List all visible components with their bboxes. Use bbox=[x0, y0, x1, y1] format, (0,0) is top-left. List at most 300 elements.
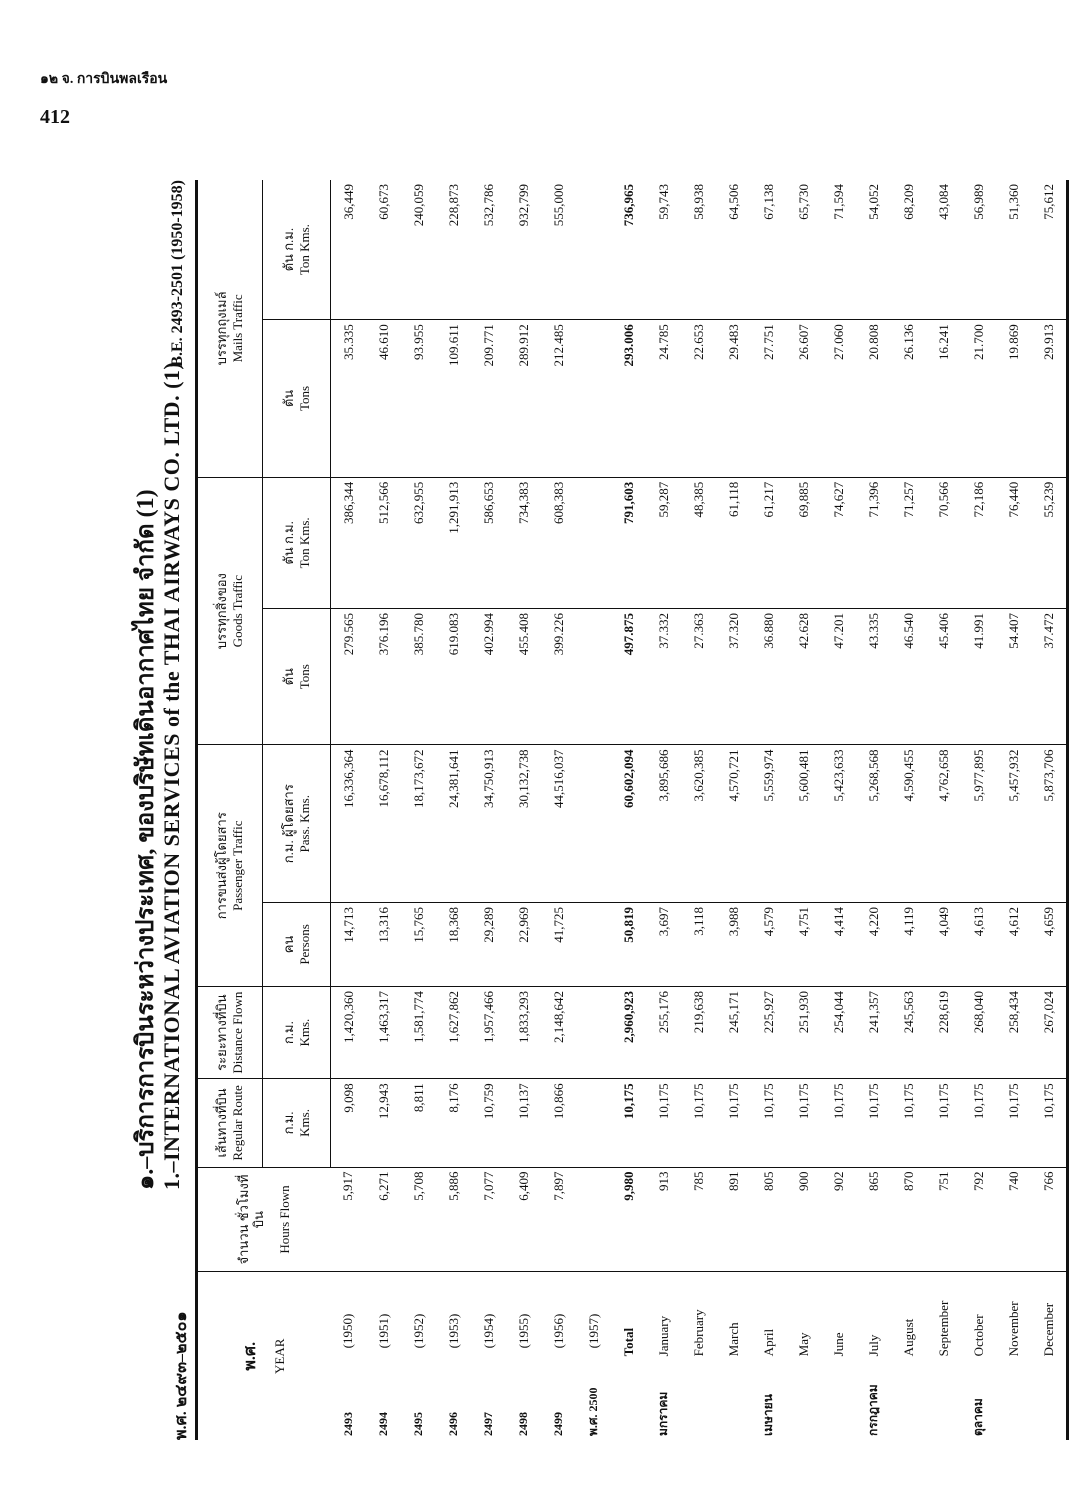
mail-ton-kms-cell: 65,730 bbox=[786, 180, 821, 320]
goods-tons-cell: 37.320 bbox=[716, 608, 751, 744]
persons-cell: 4,579 bbox=[751, 902, 786, 986]
mail-ton-kms-cell: 532,786 bbox=[471, 180, 506, 320]
route-cell: 10,175 bbox=[786, 1079, 821, 1167]
route-cell: 10,175 bbox=[681, 1079, 716, 1167]
persons-cell: 3,988 bbox=[716, 902, 751, 986]
table-row bbox=[611, 180, 646, 1440]
row-thai-label bbox=[681, 1362, 716, 1440]
hours-cell: 902 bbox=[821, 1167, 856, 1272]
hours-cell: 900 bbox=[786, 1167, 821, 1272]
table-row bbox=[961, 180, 996, 1440]
pass-kms-cell: 5,600,481 bbox=[786, 745, 821, 902]
pass-kms-cell: 3,620,385 bbox=[681, 745, 716, 902]
row-label: February bbox=[690, 1309, 706, 1357]
persons-cell: 4,220 bbox=[856, 902, 891, 986]
row-thai-label: 2495 bbox=[411, 1412, 425, 1436]
distance-cell: 1,581,774 bbox=[401, 986, 436, 1078]
pass-kms-cell: 4,590,455 bbox=[891, 745, 926, 902]
goods-ton-kms-cell: 70,566 bbox=[926, 477, 961, 608]
table-row bbox=[856, 180, 891, 1440]
mail-tons-cell: 19.869 bbox=[996, 320, 1031, 477]
route-cell: 10,175 bbox=[961, 1079, 996, 1167]
year-header-thai: พ.ศ. bbox=[241, 1341, 259, 1371]
goods-ton-kms-cell: 55,239 bbox=[1031, 477, 1068, 608]
row-label: January bbox=[655, 1315, 671, 1357]
hours-cell: 740 bbox=[996, 1167, 1031, 1272]
hours-cell: 7,897 bbox=[541, 1167, 576, 1272]
distance-cell: 1,420,360 bbox=[331, 986, 367, 1078]
route-cell bbox=[576, 1079, 611, 1167]
route-cell: 10,137 bbox=[506, 1079, 541, 1167]
distance-cell: 225,927 bbox=[751, 986, 786, 1078]
row-thai-label: ตุลาคม bbox=[971, 1398, 985, 1436]
route-unit-en: Kms. bbox=[296, 1109, 312, 1137]
table-row bbox=[471, 180, 506, 1440]
distance-cell: 2,148,642 bbox=[541, 986, 576, 1078]
mail-ton-kms-cell: 60,673 bbox=[366, 180, 401, 320]
distance-cell: 1,627,862 bbox=[436, 986, 471, 1078]
route-cell: 10,175 bbox=[1031, 1079, 1068, 1167]
goods-tons-cell: 402.994 bbox=[471, 608, 506, 744]
pass-kms-cell: 4,762,658 bbox=[926, 745, 961, 902]
row-label: (1957) bbox=[585, 1313, 601, 1349]
mail-tons-cell: 27.751 bbox=[751, 320, 786, 477]
distance-cell: 2,960,923 bbox=[611, 986, 646, 1078]
route-cell: 8,811 bbox=[401, 1079, 436, 1167]
row-thai-label: 2497 bbox=[481, 1412, 495, 1436]
chapter-label: ๑๒ จ. การบินพลเรือน bbox=[40, 72, 168, 87]
hours-cell: 5,917 bbox=[331, 1167, 367, 1272]
goods-ton-kms-cell: 76,440 bbox=[996, 477, 1031, 608]
route-cell: 9,098 bbox=[331, 1079, 367, 1167]
route-cell: 10,866 bbox=[541, 1079, 576, 1167]
row-thai-label bbox=[821, 1362, 856, 1440]
table-row bbox=[436, 180, 471, 1440]
distance-unit-header bbox=[263, 986, 331, 1078]
mail-tons-cell bbox=[576, 320, 611, 477]
goods-tons-cell bbox=[576, 608, 611, 744]
goods-tons-cell: 37.472 bbox=[1031, 608, 1068, 744]
mail-ton-kms-cell: 736,965 bbox=[611, 180, 646, 320]
hours-cell: 6,409 bbox=[506, 1167, 541, 1272]
goods-ton-kms-cell: 586,653 bbox=[471, 477, 506, 608]
passkms-header-thai: ก.ม. ผู้โดยสาร bbox=[280, 784, 296, 864]
row-label: March bbox=[725, 1322, 741, 1357]
persons-cell: 3,118 bbox=[681, 902, 716, 986]
distance-cell: 228,619 bbox=[926, 986, 961, 1078]
mail-tons-cell: 22.653 bbox=[681, 320, 716, 477]
goods-header bbox=[197, 477, 263, 745]
mails-tons-header-en: Tons bbox=[296, 385, 312, 412]
title-thai: ๑.–บริการการบินระหว่างประเทศ, ของบริษัทเดินอากาศไทย จำกัด (1) bbox=[133, 489, 159, 1190]
goods-ton-kms-cell: 512,566 bbox=[366, 477, 401, 608]
route-cell: 10,175 bbox=[996, 1079, 1031, 1167]
goods-tons-cell: 54.407 bbox=[996, 608, 1031, 744]
goods-ton-kms-cell: 72,186 bbox=[961, 477, 996, 608]
pass-kms-cell: 5,268,568 bbox=[856, 745, 891, 902]
distance-cell: 219,638 bbox=[681, 986, 716, 1078]
row-label: Total bbox=[620, 1327, 636, 1357]
row-label: December bbox=[1031, 1272, 1068, 1362]
mail-ton-kms-cell: 68,209 bbox=[891, 180, 926, 320]
pass-kms-cell: 34,750,913 bbox=[471, 745, 506, 902]
passenger-header-en: Passenger Traffic bbox=[230, 820, 245, 911]
distance-cell: 241,357 bbox=[856, 986, 891, 1078]
persons-cell: 4,119 bbox=[891, 902, 926, 986]
hours-cell: 865 bbox=[856, 1167, 891, 1272]
mail-ton-kms-cell: 75,612 bbox=[1031, 180, 1068, 320]
pass-kms-cell: 5,559,974 bbox=[751, 745, 786, 902]
pass-kms-cell: 3,895,686 bbox=[646, 745, 681, 902]
row-label: August bbox=[900, 1318, 916, 1357]
row-label: April bbox=[760, 1328, 776, 1357]
hours-cell: 751 bbox=[926, 1167, 961, 1272]
page-number: 412 bbox=[40, 106, 70, 128]
goods-tons-cell: 399.226 bbox=[541, 608, 576, 744]
hours-header-en: Hours Flown bbox=[277, 1185, 293, 1254]
pass-kms-cell: 44,516,037 bbox=[541, 745, 576, 902]
route-cell: 10,175 bbox=[891, 1079, 926, 1167]
row-label: October bbox=[970, 1314, 986, 1357]
hours-cell: 913 bbox=[646, 1167, 681, 1272]
row-label: (1955) bbox=[515, 1313, 531, 1349]
mail-tons-cell: 27.060 bbox=[821, 320, 856, 477]
mail-tons-cell: 20.808 bbox=[856, 320, 891, 477]
distance-cell: 1,833,293 bbox=[506, 986, 541, 1078]
mail-ton-kms-cell: 54,052 bbox=[856, 180, 891, 320]
mail-tons-cell: 16.241 bbox=[926, 320, 961, 477]
hours-header bbox=[197, 1167, 331, 1272]
persons-cell: 29,289 bbox=[471, 902, 506, 986]
table-row bbox=[1031, 180, 1068, 1440]
mail-ton-kms-cell: 58,938 bbox=[681, 180, 716, 320]
hours-cell: 805 bbox=[751, 1167, 786, 1272]
passenger-header bbox=[197, 745, 263, 986]
mails-tonkms-header bbox=[263, 180, 331, 320]
mail-ton-kms-cell: 36,449 bbox=[331, 180, 367, 320]
mail-tons-cell: 289.912 bbox=[506, 320, 541, 477]
mail-ton-kms-cell: 43,084 bbox=[926, 180, 961, 320]
row-label: July bbox=[865, 1334, 881, 1357]
title-english: 1.–INTERNATIONAL AVIATION SERVICES of the THAI AIRWAYS CO. LTD. (1) bbox=[159, 361, 184, 1190]
goods-header-thai: บรรทุกสิ่งของ bbox=[214, 573, 230, 650]
table-row bbox=[576, 180, 611, 1440]
goods-tons-cell: 37.332 bbox=[646, 608, 681, 744]
passkms-header-en: Pass. Kms. bbox=[296, 795, 312, 853]
goods-tons-cell: 27.363 bbox=[681, 608, 716, 744]
pass-kms-cell: 5,873,706 bbox=[1031, 745, 1068, 902]
row-label: November bbox=[1005, 1301, 1021, 1357]
goods-ton-kms-cell: 1,291,913 bbox=[436, 477, 471, 608]
goods-tons-cell: 385.780 bbox=[401, 608, 436, 744]
goods-tons-cell: 36.880 bbox=[751, 608, 786, 744]
hours-cell bbox=[576, 1167, 611, 1272]
persons-cell: 4,414 bbox=[821, 902, 856, 986]
mail-ton-kms-cell: 932,799 bbox=[506, 180, 541, 320]
row-thai-label: 2499 bbox=[551, 1412, 565, 1436]
hours-cell: 6,271 bbox=[366, 1167, 401, 1272]
goods-ton-kms-cell: 734,383 bbox=[506, 477, 541, 608]
row-label: (1951) bbox=[375, 1313, 391, 1349]
goods-tonkms-header bbox=[263, 477, 331, 608]
persons-cell: 4,049 bbox=[926, 902, 961, 986]
mail-ton-kms-cell: 240,059 bbox=[401, 180, 436, 320]
persons-cell: 4,751 bbox=[786, 902, 821, 986]
distance-cell: 245,563 bbox=[891, 986, 926, 1078]
mails-tonkms-header-en: Ton Kms. bbox=[296, 224, 312, 276]
persons-cell: 13,316 bbox=[366, 902, 401, 986]
route-cell: 10,175 bbox=[856, 1079, 891, 1167]
persons-cell: 50,819 bbox=[611, 902, 646, 986]
mail-ton-kms-cell: 228,873 bbox=[436, 180, 471, 320]
persons-cell: 4,659 bbox=[1031, 902, 1068, 986]
table-row bbox=[751, 180, 786, 1440]
row-label: June bbox=[830, 1332, 846, 1357]
hours-cell: 5,886 bbox=[436, 1167, 471, 1272]
range-thai: พ.ศ. ๒๔๙๓–๒๕๐๑ bbox=[173, 1311, 190, 1440]
table-row bbox=[926, 180, 961, 1440]
row-thai-label: 2493 bbox=[340, 1412, 355, 1436]
row-thai-label bbox=[996, 1362, 1031, 1440]
persons-header bbox=[263, 902, 331, 986]
distance-cell: 268,040 bbox=[961, 986, 996, 1078]
distance-unit-thai: ก.ม. bbox=[280, 1021, 296, 1045]
mail-tons-cell: 212.485 bbox=[541, 320, 576, 477]
mail-ton-kms-cell: 67,138 bbox=[751, 180, 786, 320]
row-label: (1954) bbox=[480, 1313, 496, 1349]
hours-header-thai: จำนวน ชั่วโมงที่บิน bbox=[235, 1174, 267, 1265]
row-thai-label: เมษายน bbox=[761, 1394, 775, 1436]
passkms-header bbox=[263, 745, 331, 902]
distance-unit-en: Kms. bbox=[296, 1018, 312, 1047]
route-cell: 10,175 bbox=[926, 1079, 961, 1167]
mails-header bbox=[197, 180, 263, 477]
distance-cell: 251,930 bbox=[786, 986, 821, 1078]
route-cell: 10,175 bbox=[821, 1079, 856, 1167]
row-label: May bbox=[795, 1332, 811, 1357]
mail-ton-kms-cell: 555,000 bbox=[541, 180, 576, 320]
goods-tons-cell: 279.565 bbox=[331, 608, 367, 744]
table-row bbox=[366, 180, 401, 1440]
persons-cell: 15,765 bbox=[401, 902, 436, 986]
mail-tons-cell: 293.006 bbox=[611, 320, 646, 477]
mail-tons-cell: 35.335 bbox=[331, 320, 367, 477]
row-label: (1950) bbox=[340, 1313, 356, 1349]
hours-cell: 766 bbox=[1031, 1167, 1068, 1272]
row-thai-label: 2494 bbox=[376, 1412, 390, 1436]
goods-ton-kms-cell: 608,383 bbox=[541, 477, 576, 608]
rotated-table-container bbox=[125, 180, 1056, 1440]
mails-tons-header bbox=[263, 320, 331, 477]
pass-kms-cell: 30,132,738 bbox=[506, 745, 541, 902]
hours-cell: 785 bbox=[681, 1167, 716, 1272]
row-thai-label: กรกฎาคม bbox=[866, 1384, 880, 1436]
table-row bbox=[786, 180, 821, 1440]
distance-cell: 267,024 bbox=[1031, 986, 1068, 1078]
year-header bbox=[197, 1272, 331, 1440]
passenger-header-thai: การขนส่งผู้โดยสาร bbox=[214, 812, 230, 920]
mail-tons-cell: 109.611 bbox=[436, 320, 471, 477]
mail-tons-cell: 26.607 bbox=[786, 320, 821, 477]
table-row bbox=[821, 180, 856, 1440]
goods-tons-cell: 42.628 bbox=[786, 608, 821, 744]
pass-kms-cell: 16,336,364 bbox=[331, 745, 367, 902]
distance-cell: 254,044 bbox=[821, 986, 856, 1078]
goods-ton-kms-cell: 632,955 bbox=[401, 477, 436, 608]
persons-cell bbox=[576, 902, 611, 986]
row-thai-label: มกราคม bbox=[656, 1391, 670, 1436]
mails-tonkms-header-thai: ตัน ก.ม. bbox=[280, 227, 296, 272]
route-header-thai: เส้นทางที่บิน bbox=[214, 1088, 230, 1158]
route-cell: 10,759 bbox=[471, 1079, 506, 1167]
mail-tons-cell: 21.700 bbox=[961, 320, 996, 477]
mail-ton-kms-cell: 64,506 bbox=[716, 180, 751, 320]
pass-kms-cell: 4,570,721 bbox=[716, 745, 751, 902]
goods-tons-cell: 41.991 bbox=[961, 608, 996, 744]
goods-ton-kms-cell: 61,217 bbox=[751, 477, 786, 608]
year-header-en: YEAR bbox=[272, 1338, 288, 1374]
goods-ton-kms-cell: 74,627 bbox=[821, 477, 856, 608]
goods-ton-kms-cell: 791,603 bbox=[611, 477, 646, 608]
persons-cell: 22,969 bbox=[506, 902, 541, 986]
table-row bbox=[996, 180, 1031, 1440]
row-thai-label bbox=[891, 1362, 926, 1440]
pass-kms-cell: 24,381,641 bbox=[436, 745, 471, 902]
row-thai-label bbox=[611, 1362, 646, 1440]
mails-header-thai: บรรทุกถุงเมล์ bbox=[214, 291, 230, 366]
goods-ton-kms-cell: 48,385 bbox=[681, 477, 716, 608]
route-cell: 10,175 bbox=[646, 1079, 681, 1167]
persons-header-thai: คน bbox=[280, 935, 296, 954]
goods-ton-kms-cell bbox=[576, 477, 611, 608]
route-cell: 10,175 bbox=[716, 1079, 751, 1167]
table-row bbox=[506, 180, 541, 1440]
mail-ton-kms-cell: 56,989 bbox=[961, 180, 996, 320]
persons-header-en: Persons bbox=[296, 924, 312, 965]
goods-tons-cell: 619.083 bbox=[436, 608, 471, 744]
goods-tons-cell: 46.540 bbox=[891, 608, 926, 744]
pass-kms-cell: 16,678,112 bbox=[366, 745, 401, 902]
persons-cell: 41,725 bbox=[541, 902, 576, 986]
route-unit-header bbox=[263, 1079, 331, 1167]
hours-cell: 891 bbox=[716, 1167, 751, 1272]
distance-header bbox=[197, 986, 263, 1078]
row-thai-label bbox=[1031, 1362, 1068, 1440]
goods-ton-kms-cell: 59,287 bbox=[646, 477, 681, 608]
route-unit-thai: ก.ม. bbox=[280, 1111, 296, 1135]
pass-kms-cell: 18,173,672 bbox=[401, 745, 436, 902]
row-thai-label: 2498 bbox=[516, 1412, 530, 1436]
route-header bbox=[197, 1079, 263, 1167]
mail-tons-cell: 93.955 bbox=[401, 320, 436, 477]
route-cell: 8,176 bbox=[436, 1079, 471, 1167]
table-row bbox=[541, 180, 576, 1440]
mail-tons-cell: 26.136 bbox=[891, 320, 926, 477]
row-thai-label bbox=[786, 1362, 821, 1440]
pass-kms-cell bbox=[576, 745, 611, 902]
persons-cell: 14,713 bbox=[331, 902, 367, 986]
distance-cell bbox=[576, 986, 611, 1078]
table-row bbox=[331, 180, 367, 1440]
goods-tons-header-thai: ตัน bbox=[280, 668, 296, 686]
persons-cell: 18,368 bbox=[436, 902, 471, 986]
mail-ton-kms-cell: 71,594 bbox=[821, 180, 856, 320]
goods-tons-header bbox=[263, 608, 331, 744]
pass-kms-cell: 5,977,895 bbox=[961, 745, 996, 902]
range-english: B.E. 2493-2501 (1950-1958) bbox=[169, 180, 186, 367]
goods-tons-cell: 376.196 bbox=[366, 608, 401, 744]
mail-tons-cell: 29.913 bbox=[1031, 320, 1068, 477]
pass-kms-cell: 60,602,094 bbox=[611, 745, 646, 902]
distance-cell: 1,463,317 bbox=[366, 986, 401, 1078]
table-row bbox=[646, 180, 681, 1440]
goods-tons-cell: 43.335 bbox=[856, 608, 891, 744]
row-thai-label: พ.ศ. 2500 bbox=[586, 1387, 600, 1436]
row-label: (1956) bbox=[550, 1313, 566, 1349]
hours-cell: 9,980 bbox=[611, 1167, 646, 1272]
pass-kms-cell: 5,457,932 bbox=[996, 745, 1031, 902]
goods-tonkms-header-thai: ตัน ก.ม. bbox=[280, 521, 296, 565]
route-cell: 10,175 bbox=[611, 1079, 646, 1167]
mails-tons-header-thai: ตัน bbox=[280, 389, 296, 408]
persons-cell: 3,697 bbox=[646, 902, 681, 986]
mail-tons-cell: 209.771 bbox=[471, 320, 506, 477]
pass-kms-cell: 5,423,633 bbox=[821, 745, 856, 902]
mail-tons-cell: 46.610 bbox=[366, 320, 401, 477]
mail-ton-kms-cell bbox=[576, 180, 611, 320]
goods-tons-cell: 47.201 bbox=[821, 608, 856, 744]
distance-cell: 1,957,466 bbox=[471, 986, 506, 1078]
goods-tonkms-header-en: Ton Kms. bbox=[296, 517, 312, 569]
persons-cell: 4,612 bbox=[996, 902, 1031, 986]
distance-header-thai: ระยะทางที่บิน bbox=[214, 994, 230, 1071]
row-label: (1952) bbox=[410, 1313, 426, 1349]
goods-ton-kms-cell: 71,257 bbox=[891, 477, 926, 608]
row-thai-label bbox=[926, 1362, 961, 1440]
goods-header-en: Goods Traffic bbox=[230, 574, 245, 648]
goods-tons-cell: 45.406 bbox=[926, 608, 961, 744]
table-body bbox=[331, 180, 1068, 1440]
goods-ton-kms-cell: 61,118 bbox=[716, 477, 751, 608]
distance-cell: 258,434 bbox=[996, 986, 1031, 1078]
mail-tons-cell: 24.785 bbox=[646, 320, 681, 477]
goods-tons-cell: 497.875 bbox=[611, 608, 646, 744]
row-label: September bbox=[935, 1300, 951, 1357]
goods-tons-header-en: Tons bbox=[296, 664, 312, 690]
distance-cell: 255,176 bbox=[646, 986, 681, 1078]
distance-cell: 245,171 bbox=[716, 986, 751, 1078]
goods-ton-kms-cell: 69,885 bbox=[786, 477, 821, 608]
mails-header-en: Mails Traffic bbox=[230, 294, 245, 363]
table-row bbox=[401, 180, 436, 1440]
hours-cell: 5,708 bbox=[401, 1167, 436, 1272]
aviation-table bbox=[195, 180, 1069, 1440]
goods-tons-cell: 455.408 bbox=[506, 608, 541, 744]
goods-ton-kms-cell: 71,396 bbox=[856, 477, 891, 608]
goods-ton-kms-cell: 386,344 bbox=[331, 477, 367, 608]
hours-cell: 7,077 bbox=[471, 1167, 506, 1272]
route-cell: 10,175 bbox=[751, 1079, 786, 1167]
route-header-en: Regular Route bbox=[230, 1085, 245, 1161]
mail-ton-kms-cell: 51,360 bbox=[996, 180, 1031, 320]
route-cell: 12,943 bbox=[366, 1079, 401, 1167]
persons-cell: 4,613 bbox=[961, 902, 996, 986]
table-row bbox=[716, 180, 751, 1440]
row-thai-label: 2496 bbox=[446, 1412, 460, 1436]
row-thai-label bbox=[716, 1362, 751, 1440]
hours-cell: 870 bbox=[891, 1167, 926, 1272]
mail-tons-cell: 29.483 bbox=[716, 320, 751, 477]
